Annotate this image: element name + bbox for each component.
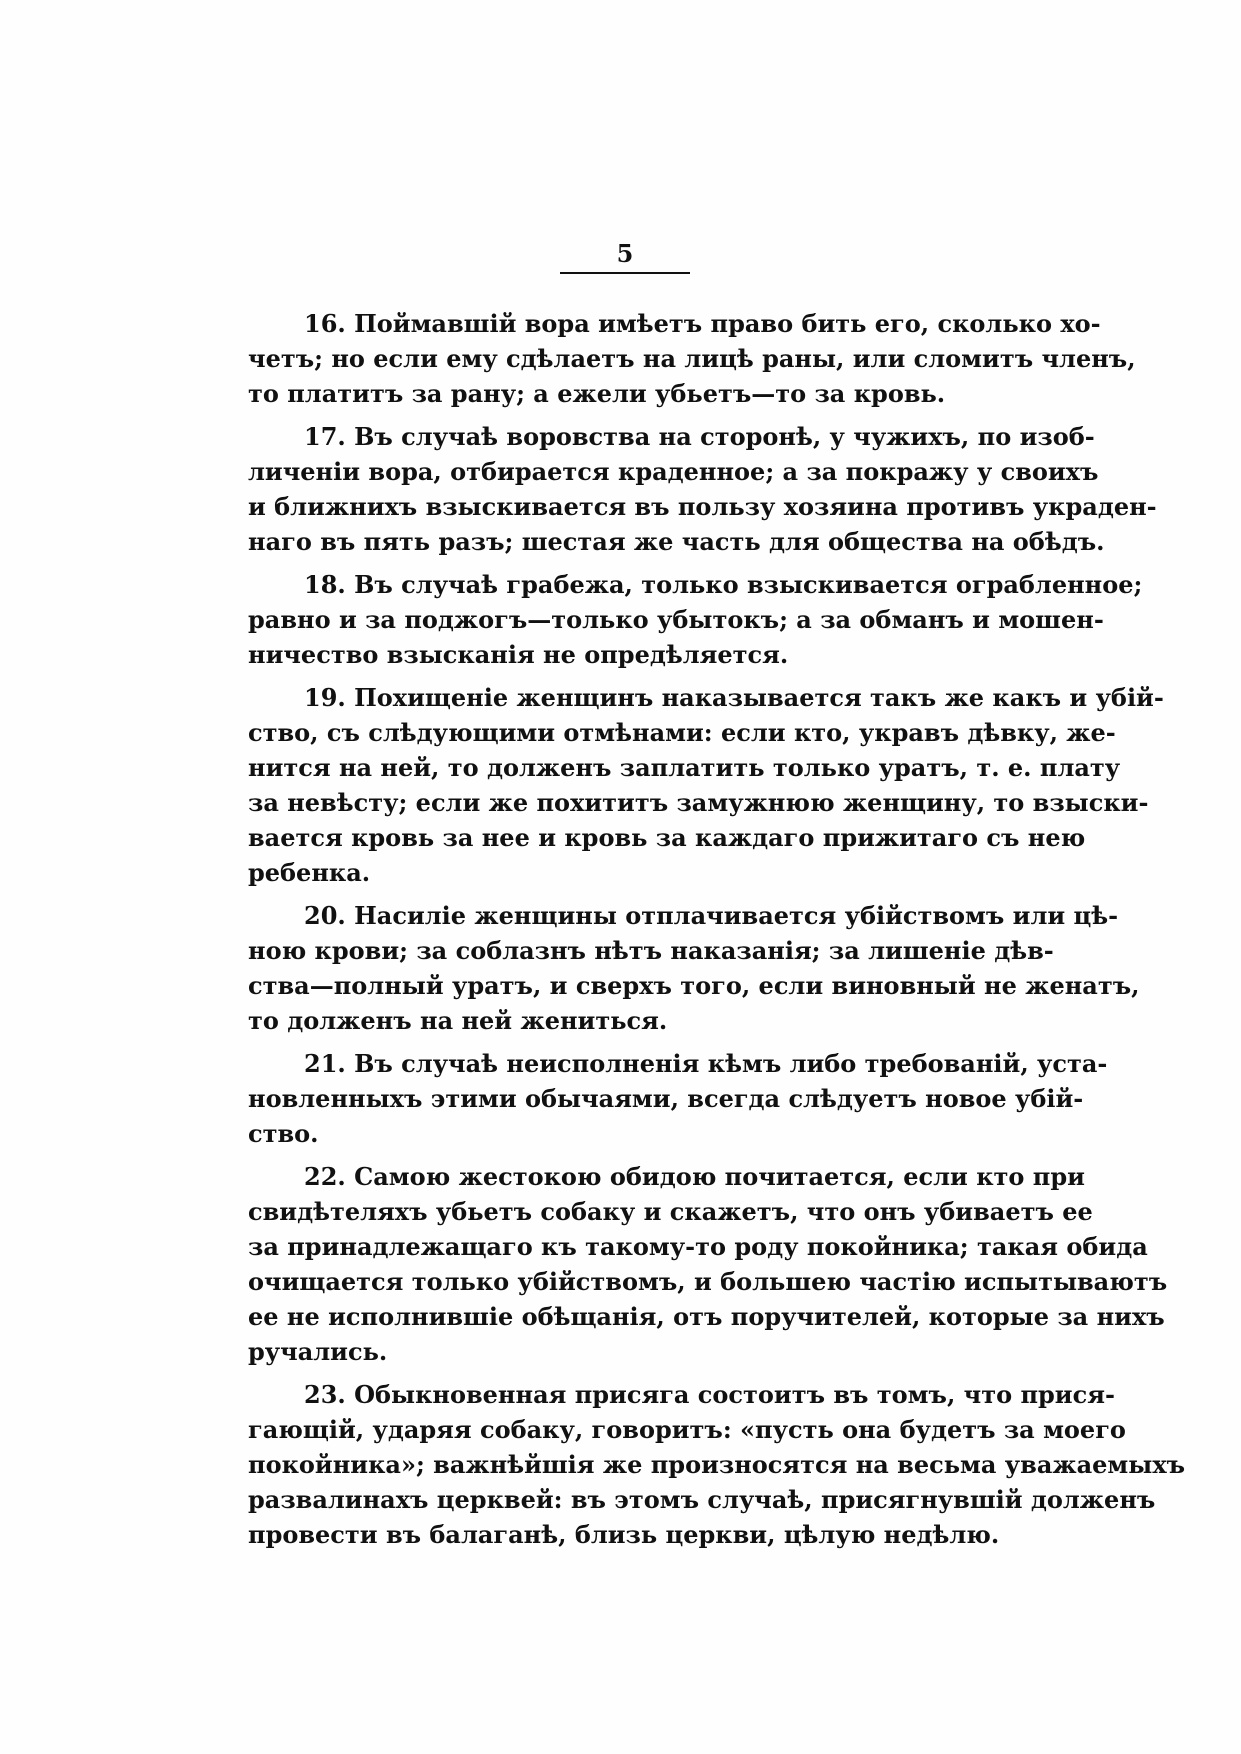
text-line: 18. Въ случаѣ грабежа, только взыскивается ограбленное; [304,570,1143,599]
text-line: новленныхъ этими обычаями, всегда слѣдуетъ новое убій- [248,1084,1084,1113]
text-line: ничество взысканія не опредѣляется. [248,640,789,669]
text-line: четъ; но если ему сдѣлаетъ на лицѣ раны, или сломитъ членъ, [248,344,1136,373]
text-line: 23. Обыкновенная присяга состоитъ въ томъ, что прися- [304,1380,1115,1409]
paragraph-20 [248,898,1140,1038]
paragraph-21 [248,1046,1108,1151]
paragraph-22 [248,1159,1168,1369]
text-line: личеніи вора, отбирается краденное; а за покражу у своихъ [248,457,1099,486]
text-line: ною крови; за соблазнъ нѣтъ наказанія; за лишеніе дѣв- [248,936,1054,965]
text-line: то платитъ за рану; а ежели убьетъ—то за кровь. [248,379,946,408]
paragraph-16 [248,306,1136,411]
text-line: равно и за поджогъ—только убытокъ; а за обманъ и мошен- [248,605,1104,634]
body-text [248,306,1186,1560]
text-line: покойника»; важнѣйшія же произносятся на весьма уважаемыхъ [248,1450,1186,1479]
text-line: ство. [248,1119,319,1148]
text-line: ребенка. [248,858,371,887]
page-number: 5 [560,240,690,274]
text-line: 19. Похищеніе женщинъ наказывается такъ же какъ и убій- [304,683,1164,712]
text-line: за невѣсту; если же похититъ замужнюю женщину, то взыски- [248,788,1149,817]
text-line: и ближнихъ взыскивается въ пользу хозяина противъ украден- [248,492,1157,521]
text-line: то долженъ на ней жениться. [248,1006,668,1035]
text-line: 16. Поймавшій вора имѣетъ право бить его, сколько хо- [304,309,1101,338]
text-line: свидѣтеляхъ убьетъ собаку и скажетъ, что онъ убиваетъ ее [248,1197,1093,1226]
text-line: очищается только убійствомъ, и большею частію испытываютъ [248,1267,1168,1296]
paragraph-17 [248,419,1157,559]
text-line: ручались. [248,1337,388,1366]
paragraph-18 [248,567,1143,672]
text-line: развалинахъ церквей: въ этомъ случаѣ, присягнувшій долженъ [248,1485,1156,1514]
text-line: ее не исполнившіе обѣщанія, отъ поручителей, которые за нихъ [248,1302,1165,1331]
paragraph-23 [248,1377,1186,1552]
text-line: 21. Въ случаѣ неисполненія кѣмъ либо требованій, уста- [304,1049,1108,1078]
text-line: за принадлежащаго къ такому-то роду покойника; такая обида [248,1232,1148,1261]
text-line: ства—полный уратъ, и сверхъ того, если виновный не женатъ, [248,971,1140,1000]
text-line: наго въ пять разъ; шестая же часть для общества на обѣдъ. [248,527,1105,556]
text-line: 17. Въ случаѣ воровства на сторонѣ, у чужихъ, по изоб- [304,422,1095,451]
text-line: вается кровь за нее и кровь за каждаго прижитаго съ нею [248,823,1086,852]
text-line: 22. Самою жестокою обидою почитается, если кто при [304,1162,1085,1191]
text-line: ство, съ слѣдующими отмѣнами: если кто, укравъ дѣвку, же- [248,718,1116,747]
paragraph-19 [248,680,1164,890]
text-line: гающій, ударяя собаку, говоритъ: «пусть она будетъ за моего [248,1415,1126,1444]
text-line: провести въ балаганѣ, близь церкви, цѣлую недѣлю. [248,1520,1000,1549]
text-line: 20. Насиліе женщины отплачивается убійствомъ или цѣ- [304,901,1119,930]
text-line: нится на ней, то долженъ заплатить только уратъ, т. е. плату [248,753,1121,782]
